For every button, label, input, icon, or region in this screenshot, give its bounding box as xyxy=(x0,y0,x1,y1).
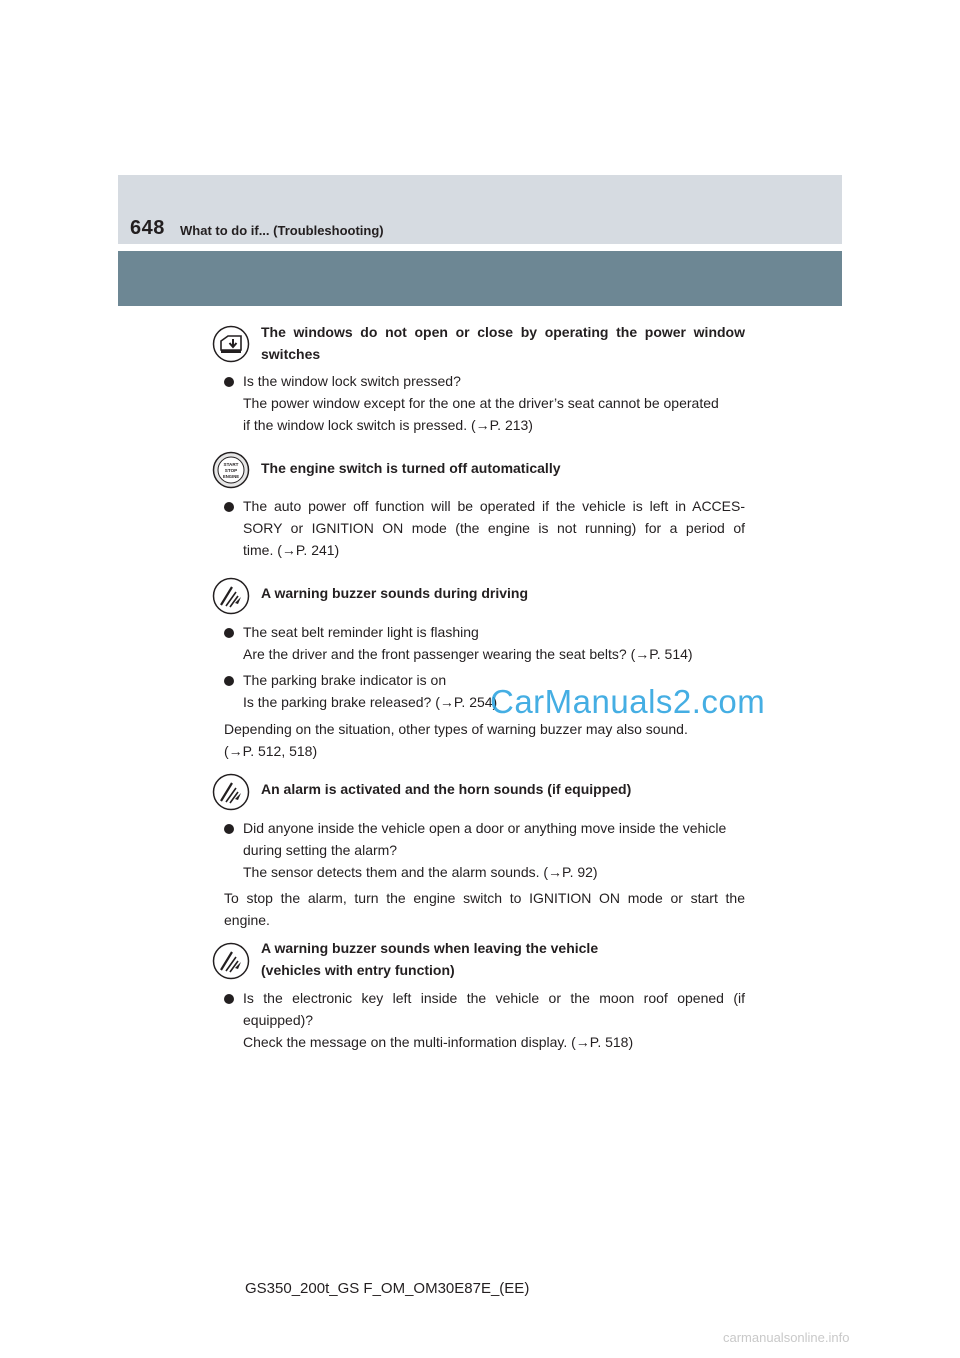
item-line: equipped)? xyxy=(243,1012,314,1028)
item-line: Did anyone inside the vehicle open a door or anything move inside the vehicle xyxy=(243,820,727,836)
alarm-horn-icon xyxy=(212,773,250,811)
bullet xyxy=(224,994,234,1004)
icon-label: ENGINE xyxy=(222,474,240,479)
heading-line: An alarm is activated and the horn sounds (if equipped) xyxy=(261,781,632,797)
heading-line: A warning buzzer sounds when leaving the vehicle xyxy=(261,940,599,956)
bullet xyxy=(224,676,234,686)
list-item xyxy=(243,817,745,883)
item-line: The power window except for the one at the driver’s seat cannot be operated xyxy=(243,395,719,411)
list-item xyxy=(243,370,745,436)
item-line: Is the parking brake released? (→P. 254) xyxy=(243,694,498,710)
item-line: The auto power off function will be operated if the vehicle is left in ACCES- xyxy=(243,498,745,514)
item-line: Is the electronic key left inside the vehicle or the moon roof opened (if xyxy=(243,990,745,1006)
item-line: SORY or IGNITION ON mode (the engine is not running) for a period of xyxy=(243,520,745,536)
power-window-icon xyxy=(212,325,250,363)
heading-line: The windows do not open or close by operating the power window xyxy=(261,324,745,340)
section-heading-alarm xyxy=(261,778,745,800)
section-heading-warning-buzzer-driving xyxy=(261,582,745,604)
section-heading-engine-switch xyxy=(261,457,745,479)
section-heading-power-window xyxy=(261,321,745,365)
note-paragraph xyxy=(224,887,745,931)
list-item xyxy=(243,495,745,561)
item-line: The parking brake indicator is on xyxy=(243,672,447,688)
warning-buzzer-icon xyxy=(212,577,250,615)
item-line: Is the window lock switch pressed? xyxy=(243,373,461,389)
section-title-bar xyxy=(118,251,842,306)
leaving-vehicle-buzzer-icon xyxy=(212,942,250,980)
note-line: engine. xyxy=(224,912,270,928)
icon-label: START xyxy=(223,462,239,467)
bullet xyxy=(224,502,234,512)
engine-start-stop-icon xyxy=(212,451,250,489)
item-line: The sensor detects them and the alarm sounds. (→P. 92) xyxy=(243,864,598,880)
page-number: 648 xyxy=(130,217,165,239)
item-line: The seat belt reminder light is flashing xyxy=(243,624,479,640)
note-line: (→P. 512, 518) xyxy=(224,743,318,759)
bullet xyxy=(224,628,234,638)
heading-line: A warning buzzer sounds during driving xyxy=(261,585,529,601)
icon-label: STOP xyxy=(224,468,238,473)
site-brand: carmanualsonline.info xyxy=(723,1330,850,1345)
watermark: CarManuals2.com xyxy=(490,683,766,720)
section-heading-leaving-vehicle xyxy=(261,937,745,981)
heading-line: switches xyxy=(261,346,321,362)
list-item xyxy=(243,987,745,1053)
bullet xyxy=(224,377,234,387)
item-line: Are the driver and the front passenger wearing the seat belts? (→P. 514) xyxy=(243,646,693,662)
note-line: To stop the alarm, turn the engine switch to IGNITION ON mode or start the xyxy=(224,890,745,906)
running-title: What to do if... (Troubleshooting) xyxy=(180,223,384,238)
bullet xyxy=(224,824,234,834)
item-line: Check the message on the multi-information display. (→P. 518) xyxy=(243,1034,634,1050)
document-code: GS350_200t_GS F_OM_OM30E87E_(EE) xyxy=(245,1280,530,1297)
heading-line: The engine switch is turned off automatically xyxy=(261,460,561,476)
heading-line: (vehicles with entry function) xyxy=(261,962,455,978)
list-item xyxy=(243,621,745,665)
item-line: if the window lock switch is pressed. (→P. 213) xyxy=(243,417,533,433)
item-line: time. (→P. 241) xyxy=(243,542,340,558)
note-paragraph xyxy=(224,718,745,762)
item-line: during setting the alarm? xyxy=(243,842,398,858)
note-line: Depending on the situation, other types of warning buzzer may also sound. xyxy=(224,721,688,737)
